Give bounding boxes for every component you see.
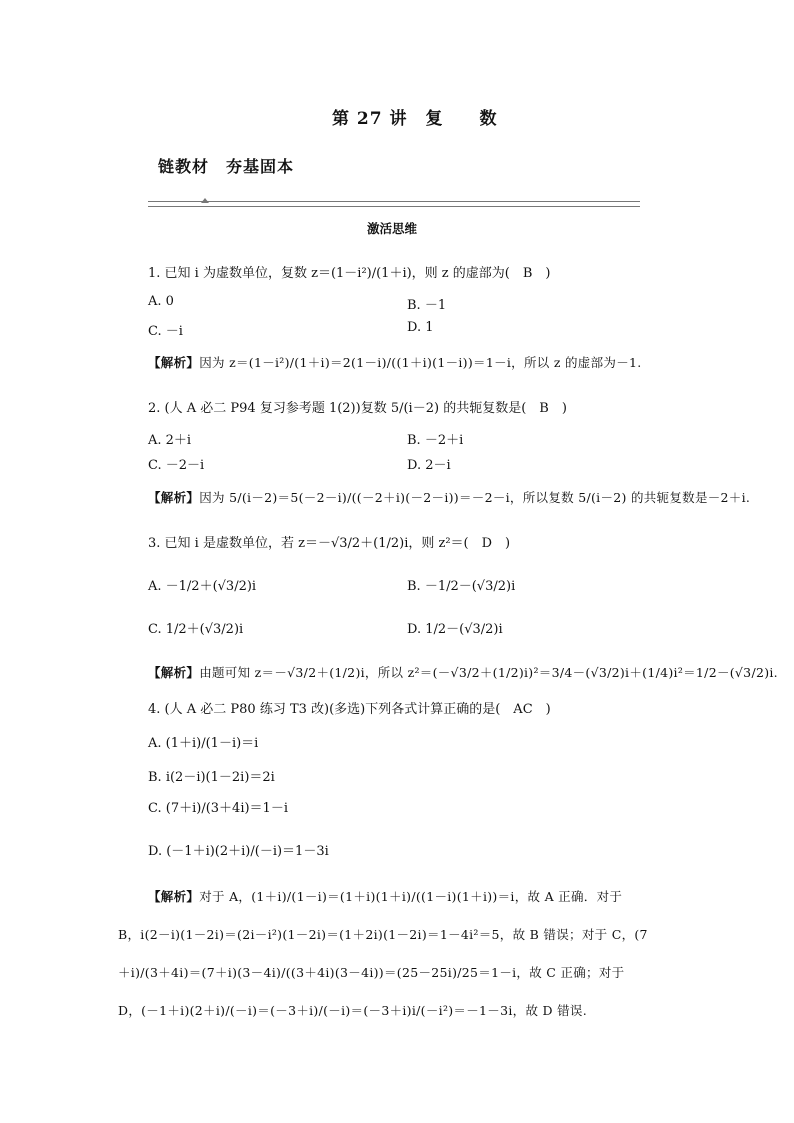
question-2-solution xyxy=(148,488,750,506)
question-4-option-a: A. (1＋i)/(1－i)＝i xyxy=(148,736,259,751)
question-2-option-d: D. 2－i xyxy=(407,458,451,473)
question-2-option-b: B. －2＋i xyxy=(407,433,464,448)
divider-marker-icon xyxy=(201,198,209,203)
page-title: 第 27 讲 复 数 xyxy=(332,109,498,129)
question-4-option-b: B. i(2－i)(1－2i)＝2i xyxy=(148,770,275,785)
question-1-option-a: A. 0 xyxy=(148,294,174,309)
question-1-solution xyxy=(148,353,642,371)
section-heading: 链教材 夯基固本 xyxy=(158,157,295,176)
question-2-option-a: A. 2＋i xyxy=(148,433,192,448)
question-3-option-a: A. －1/2＋(√3/2)i xyxy=(148,579,257,594)
question-1-option-c: C. －i xyxy=(148,324,183,339)
solution-label: 【解析】 xyxy=(148,889,200,904)
solution-label: 【解析】 xyxy=(148,355,200,370)
solution-text: 因为 z＝(1－i²)/(1＋i)＝2(1－i)/((1＋i)(1－i))＝1－i，所以 z 的虚部为－1. xyxy=(199,355,642,370)
question-3-option-c: C. 1/2＋(√3/2)i xyxy=(148,622,244,637)
question-3-option-d: D. 1/2－(√3/2)i xyxy=(407,622,503,637)
question-4-solution xyxy=(118,878,648,1030)
question-3-stem: 3. 已知 i 是虚数单位，若 z＝－√3/2＋(1/2)i，则 z²＝( D ) xyxy=(148,536,511,551)
solution-label: 【解析】 xyxy=(148,665,200,680)
question-3-solution xyxy=(148,663,778,681)
solution-text: 由题可知 z＝－√3/2＋(1/2)i，所以 z²＝(－√3/2＋(1/2)i)²＝3/4－(√3/2)i＋(1/4)i²＝1/2－(√3/2)i. xyxy=(199,665,778,680)
question-2-stem: 2. (人 A 必二 P94 复习参考题 1(2))复数 5/(i－2) 的共轭复数是( B ) xyxy=(148,401,567,416)
solution-label: 【解析】 xyxy=(148,490,200,505)
question-2-option-c: C. －2－i xyxy=(148,458,205,473)
question-4-option-c: C. (7＋i)/(3＋4i)＝1－i xyxy=(148,801,288,816)
question-1-option-d: D. 1 xyxy=(407,320,434,335)
section-divider xyxy=(148,201,640,207)
question-4-stem: 4. (人 A 必二 P80 练习 T3 改)(多选)下列各式计算正确的是( AC ) xyxy=(148,702,551,717)
solution-text: 因为 5/(i－2)＝5(－2－i)/((－2＋i)(－2－i))＝－2－i，所以复数 5/(i－2) 的共轭复数是－2＋i. xyxy=(199,490,751,505)
question-1-option-b: B. －1 xyxy=(407,298,447,313)
question-4-option-d: D. (－1＋i)(2＋i)/(－i)＝1－3i xyxy=(148,844,329,859)
subheading: 激活思维 xyxy=(367,221,418,236)
question-3-option-b: B. －1/2－(√3/2)i xyxy=(407,579,516,594)
question-1-stem: 1. 已知 i 为虚数单位，复数 z＝(1－i²)/(1＋i)，则 z 的虚部为( B ) xyxy=(148,266,551,281)
solution-text: 对于 A，(1＋i)/(1－i)＝(1＋i)(1＋i)/((1－i)(1＋i))＝i，故 A 正确．对于 B，i(2－i)(1－2i)＝(2i－i²)(1－2i)＝(1＋2i)(1－2i)＝1－4i²＝5，故 B 错误；对于 C，(7＋i)/(3＋4i)＝(7＋i)(3－4i)/((3＋4i)(3－4i))＝(25－25i)/25＝1－i，故 C 正确；对于 D，(－1＋i)(2＋i)/(－i)＝(－3＋i)/(－i)＝(－3＋i)i/(－i²)＝－1－3i，故 D 错误. xyxy=(118,889,648,1018)
